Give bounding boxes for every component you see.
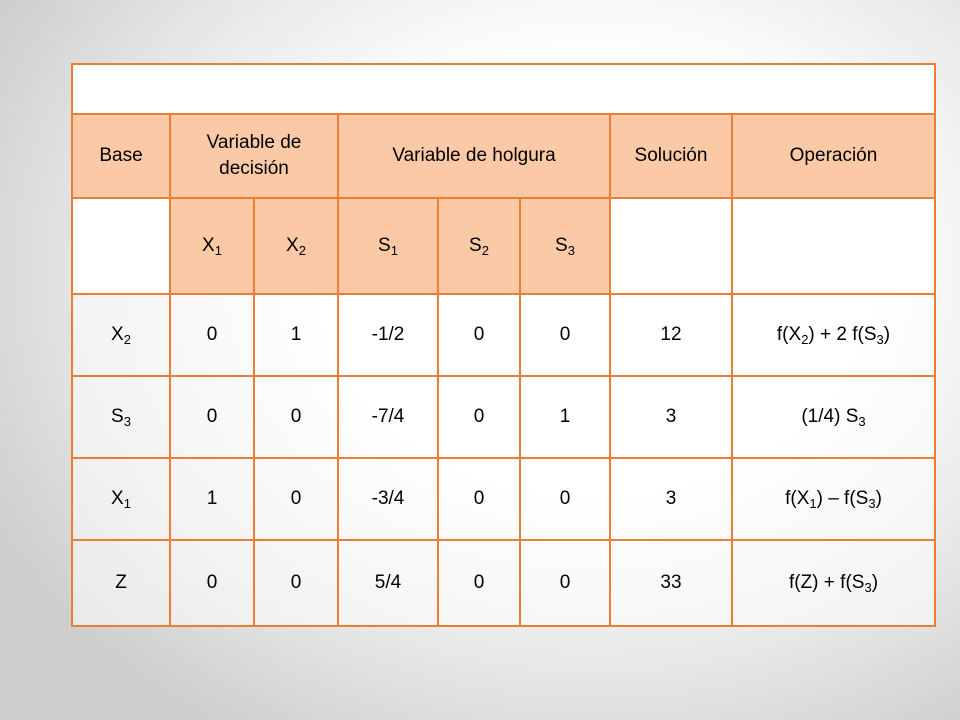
subheader-x2-sub: 2 (298, 242, 306, 258)
subheader-empty-base (72, 198, 170, 294)
subheader-x1-main: X (202, 234, 215, 256)
operation-subscript: 3 (876, 331, 884, 347)
subheader-x1-sub: 1 (214, 242, 222, 258)
subheader-empty-solution (610, 198, 732, 294)
cell-base-main: X (111, 487, 124, 509)
cell-solution: 12 (610, 294, 732, 376)
subheader-x2 (254, 198, 338, 294)
cell-s3: 0 (520, 458, 610, 540)
header-decision-variable: Variable de decisión (170, 114, 338, 198)
operation-part: ) (875, 487, 882, 509)
subheader-row (72, 198, 935, 294)
cell-x1: 0 (170, 294, 254, 376)
subheader-s3 (520, 198, 610, 294)
cell-base-main: Z (115, 571, 127, 593)
cell-solution: 3 (610, 376, 732, 458)
operation-part: f(X (785, 487, 810, 509)
cell-s3: 1 (520, 376, 610, 458)
operation-subscript: 2 (801, 331, 809, 347)
cell-s1: -7/4 (338, 376, 438, 458)
table-row (72, 458, 935, 540)
subheader-x2-main: X (286, 234, 299, 256)
subheader-empty-operation (732, 198, 935, 294)
cell-x1: 0 (170, 376, 254, 458)
cell-operation (732, 376, 935, 458)
cell-base-main: X (111, 323, 124, 345)
subheader-s2-sub: 2 (481, 242, 489, 258)
cell-s1: 5/4 (338, 540, 438, 626)
operation-part: ) + 2 f(S (808, 323, 877, 345)
operation-part: ) (883, 323, 891, 345)
operation-subscript: 3 (858, 413, 866, 429)
cell-s2: 0 (438, 458, 520, 540)
header-operation: Operación (732, 114, 935, 198)
table-title (72, 64, 935, 114)
table-row (72, 294, 935, 376)
subheader-s2-main: S (469, 234, 482, 256)
operation-part: f(X (776, 323, 802, 345)
table-row (72, 376, 935, 458)
subheader-s3-main: S (555, 234, 568, 256)
cell-operation (732, 458, 935, 540)
cell-base-sub: 2 (123, 331, 131, 347)
cell-base (72, 376, 170, 458)
simplex-table (71, 63, 936, 627)
cell-x2: 0 (254, 376, 338, 458)
operation-subscript: 3 (864, 579, 872, 595)
operation-subscript: 3 (868, 495, 876, 511)
cell-base-sub: 3 (123, 413, 131, 429)
cell-operation (732, 540, 935, 626)
cell-x1: 1 (170, 458, 254, 540)
header-slack-variable: Variable de holgura (338, 114, 610, 198)
cell-base-main: S (111, 405, 124, 427)
cell-s3: 0 (520, 294, 610, 376)
title-row (72, 64, 935, 114)
subheader-s1-main: S (378, 234, 391, 256)
cell-solution: 33 (610, 540, 732, 626)
cell-base (72, 294, 170, 376)
header-solution: Solución (610, 114, 732, 198)
cell-x1: 0 (170, 540, 254, 626)
cell-base-sub: 1 (123, 495, 131, 511)
cell-x2: 0 (254, 540, 338, 626)
operation-part: (1/4) S (801, 405, 859, 427)
header-base: Base (72, 114, 170, 198)
table-row (72, 540, 935, 626)
cell-s2: 0 (438, 294, 520, 376)
subheader-x1 (170, 198, 254, 294)
operation-subscript: 1 (809, 495, 817, 511)
cell-solution: 3 (610, 458, 732, 540)
subheader-s1 (338, 198, 438, 294)
cell-x2: 0 (254, 458, 338, 540)
cell-base (72, 540, 170, 626)
cell-s2: 0 (438, 376, 520, 458)
cell-s1: -3/4 (338, 458, 438, 540)
operation-part: f(Z) + f(S (788, 571, 865, 593)
cell-x2: 1 (254, 294, 338, 376)
cell-s2: 0 (438, 540, 520, 626)
cell-base (72, 458, 170, 540)
subheader-s3-sub: 3 (567, 242, 575, 258)
cell-s1: -1/2 (338, 294, 438, 376)
header-row (72, 114, 935, 198)
cell-s3: 0 (520, 540, 610, 626)
operation-part: ) – f(S (816, 487, 869, 509)
subheader-s2 (438, 198, 520, 294)
subheader-s1-sub: 1 (390, 242, 398, 258)
cell-operation (732, 294, 935, 376)
operation-part: ) (871, 571, 879, 593)
